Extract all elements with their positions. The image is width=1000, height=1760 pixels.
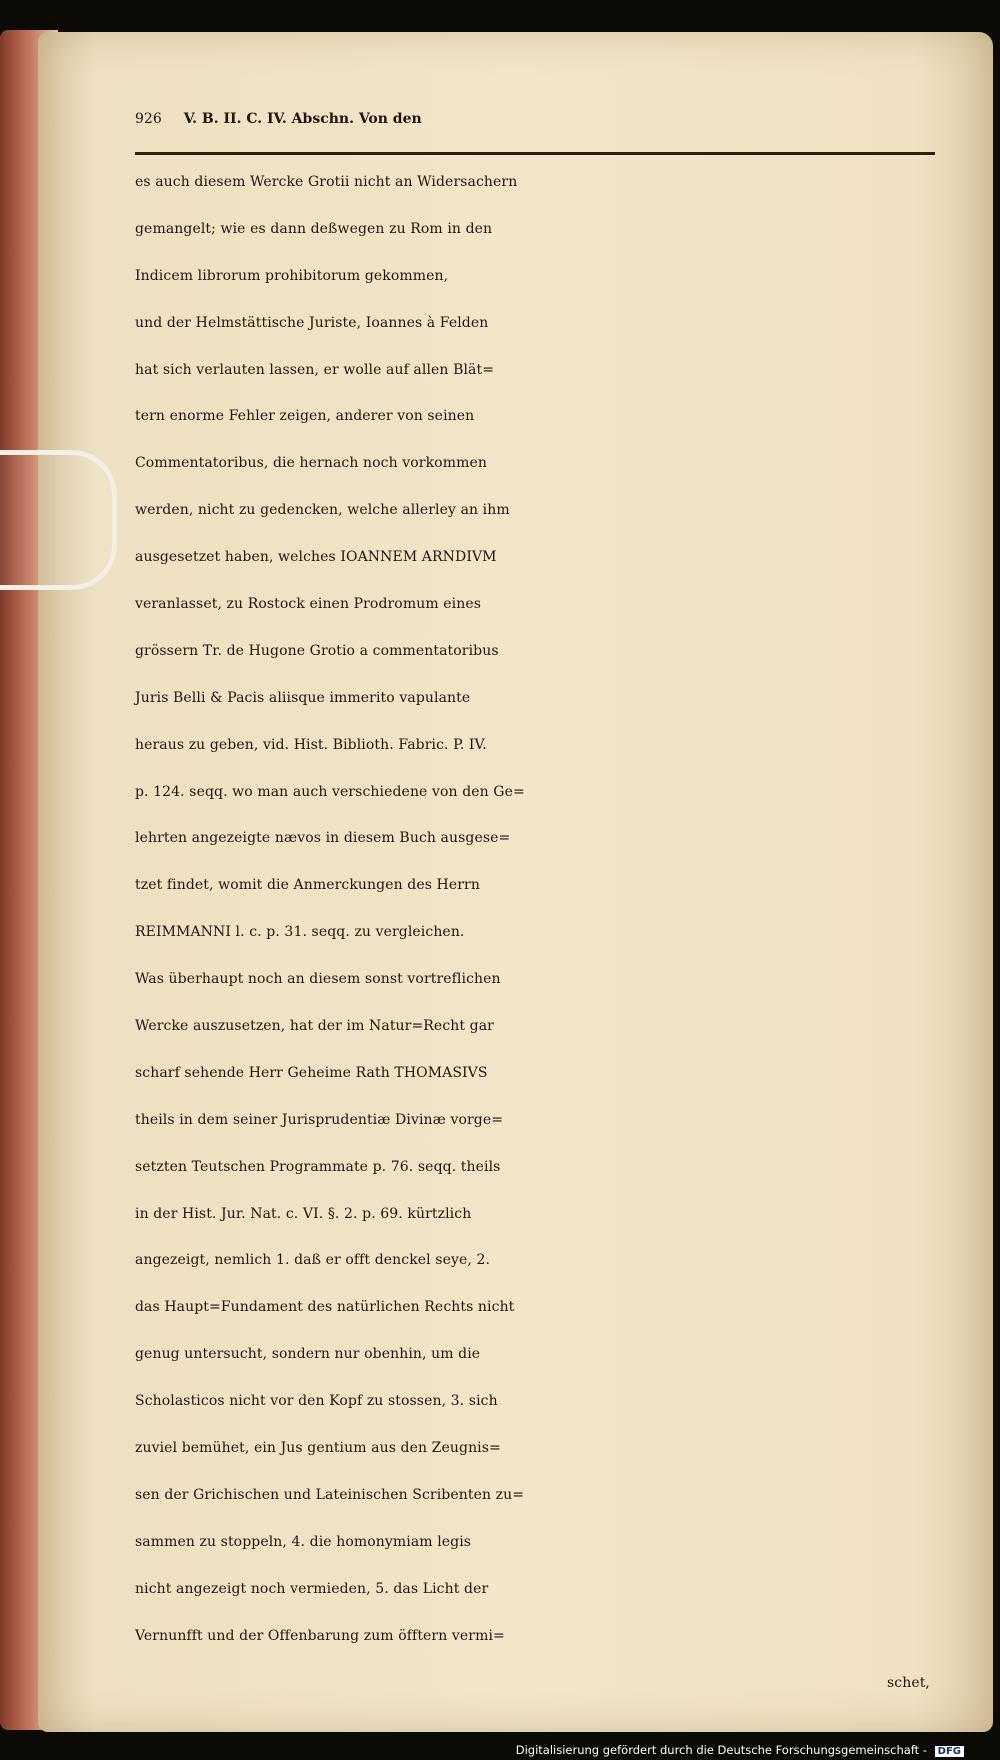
text-line: setzten Teutschen Programmate p. 76. seqq. theils: [135, 1158, 501, 1175]
text-line: veranlasset, zu Rostock einen Prodromum eines: [135, 596, 482, 613]
text-line: Commentatoribus, die hernach noch vorkommen: [135, 455, 487, 472]
header-rule: [135, 152, 935, 155]
text-line: hat sich verlauten lassen, er wolle auf allen Blät=: [135, 361, 495, 378]
text-line: Vernunfft und der Offenbarung zum öfftern vermi=: [135, 1627, 505, 1644]
text-line: zuviel bemühet, ein Jus gentium aus den Zeugnis=: [135, 1440, 501, 1457]
page-clip-tab: [0, 450, 117, 590]
dfg-logo: DFG: [935, 1746, 964, 1757]
text-line: ausgesetzet haben, welches IOANNEM ARNDIVM: [135, 549, 497, 566]
text-line: theils in dem seiner Jurisprudentiæ Divinæ vorge=: [135, 1111, 504, 1128]
text-line: in der Hist. Jur. Nat. c. VI. §. 2. p. 69. kürtzlich: [135, 1205, 472, 1222]
text-line: werden, nicht zu gedencken, welche allerley an ihm: [135, 502, 510, 519]
text-line: nicht angezeigt noch vermieden, 5. das Licht der: [135, 1580, 489, 1597]
text-line: REIMMANNI l. c. p. 31. seqq. zu vergleichen.: [135, 924, 465, 941]
text-line: Juris Belli & Pacis aliisque immerito vapulante: [135, 689, 471, 706]
text-line: gemangelt; wie es dann deßwegen zu Rom in den: [135, 220, 493, 237]
text-line: Scholasticos nicht vor den Kopf zu stossen, 3. sich: [135, 1393, 498, 1410]
text-line: heraus zu geben, vid. Hist. Biblioth. Fabric. P. IV.: [135, 736, 487, 753]
credit-text: Digitalisierung gefördert durch die Deutsche Forschungsgemeinschaft -: [515, 1743, 927, 1757]
text-line: genug untersucht, sondern nur obenhin, um die: [135, 1346, 481, 1363]
text-line: das Haupt=Fundament des natürlichen Rechts nicht: [135, 1299, 515, 1316]
text-line: grössern Tr. de Hugone Grotio a commentatoribus: [135, 642, 499, 659]
text-line: Wercke auszusetzen, hat der im Natur=Recht gar: [135, 1018, 494, 1035]
running-head-title: V. B. II. C. IV. Abschn. Von den: [183, 111, 422, 127]
text-line: angezeigt, nemlich 1. daß er offt denckel seye, 2.: [135, 1252, 491, 1269]
text-line: Indicem librorum prohibitorum gekommen,: [135, 267, 449, 284]
page-text-block: [135, 88, 955, 1706]
running-header: [135, 88, 955, 150]
text-line: und der Helmstättische Juriste, Ioannes à Felden: [135, 314, 489, 331]
text-line: scharf sehende Herr Geheime Rath THOMASIVS: [135, 1064, 488, 1081]
text-line: Was überhaupt noch an diesem sonst vortreflichen: [135, 971, 501, 988]
text-line: sen der Grichischen und Lateinischen Scribenten zu=: [135, 1486, 525, 1503]
catchword: schet,: [886, 1674, 930, 1691]
text-line: p. 124. seqq. wo man auch verschiedene von den Ge=: [135, 783, 525, 800]
text-line: lehrten angezeigte nævos in diesem Buch ausgese=: [135, 830, 511, 847]
text-line: sammen zu stoppeln, 4. die homonymiam legis: [135, 1533, 472, 1550]
text-line: tern enorme Fehler zeigen, anderer von seinen: [135, 408, 475, 425]
text-line: es auch diesem Wercke Grotii nicht an Widersachern: [135, 174, 518, 190]
digitization-credit: [516, 1743, 964, 1757]
page-number: 926: [135, 111, 162, 127]
text-line: tzet findet, womit die Anmerckungen des Herrn: [135, 877, 480, 894]
